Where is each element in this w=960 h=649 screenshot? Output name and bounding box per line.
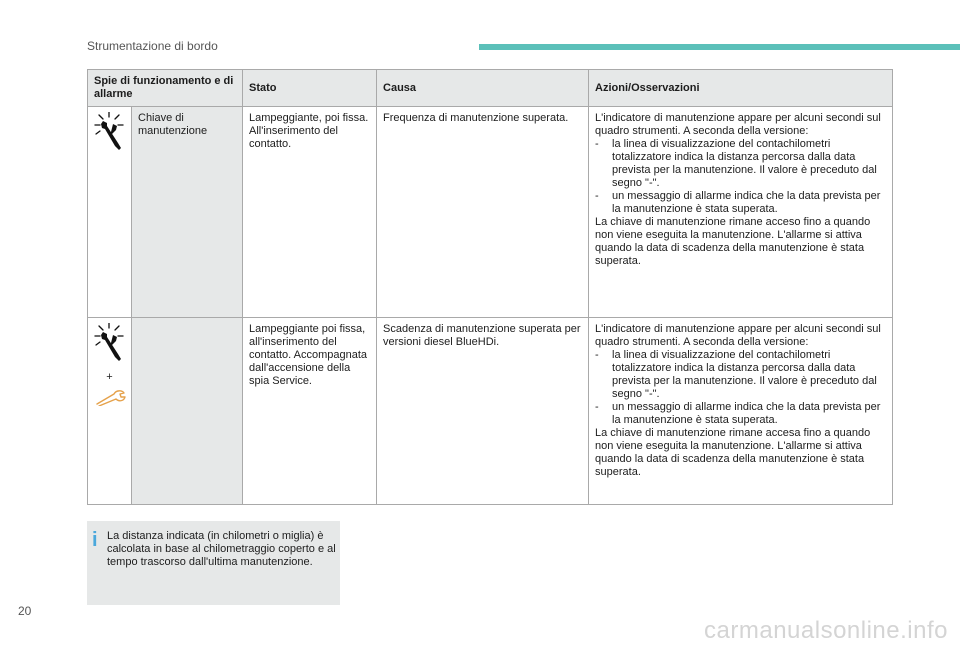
light-name [132, 318, 243, 505]
header-azioni: Azioni/Osservazioni [589, 70, 893, 107]
bullet-dash: - [595, 349, 599, 361]
causa-cell: Frequenza di manutenzione superata. [377, 107, 589, 318]
service-wrench-icon [94, 390, 128, 406]
section-accent-bar [479, 44, 960, 50]
bullet-text: la linea di visualizzazione del contachilometri totalizzatore indica la distanza percorsa dalla data prevista per la manutenzione. Il valore è preceduto dal segno "-". [612, 349, 877, 400]
azioni-cell [589, 318, 893, 505]
header-causa: Causa [377, 70, 589, 107]
header-stato: Stato [243, 70, 377, 107]
azioni-cell [589, 107, 893, 318]
causa-cell: Scadenza di manutenzione superata per versioni diesel BlueHDi. [377, 318, 589, 505]
bullet-dash: - [595, 138, 599, 150]
watermark: carmanualsonline.info [704, 617, 948, 644]
header-spie: Spie di funzionamento e di allarme [88, 70, 243, 107]
bullet-dash: - [595, 401, 599, 413]
azioni-bullet [595, 138, 886, 190]
info-icon: i [92, 529, 98, 551]
info-note [87, 521, 340, 605]
bullet-text: un messaggio di allarme indica che la data prevista per la manutenzione è stata superata. [612, 190, 881, 215]
stato-cell: Lampeggiante, poi fissa. All'inserimento del contatto. [243, 107, 377, 318]
azioni-outro: La chiave di manutenzione rimane accesa fino a quando non viene eseguita la manutenzione. L'allarme si attiva quando la data di scadenza della manutenzione è stata superata. [595, 427, 871, 478]
bullet-text: un messaggio di allarme indica che la data prevista per la manutenzione è stata superata. [612, 401, 881, 426]
bullet-text: la linea di visualizzazione del contachilometri totalizzatore indica la distanza percorsa dalla data prevista per la manutenzione. Il valore è preceduto dal segno "-". [612, 138, 877, 189]
azioni-intro: L'indicatore di manutenzione appare per alcuni secondi sul quadro strumenti. A seconda della versione: [595, 112, 881, 137]
azioni-bullet [595, 349, 886, 401]
warning-lights-table [87, 69, 893, 505]
light-name: Chiave di manutenzione [132, 107, 243, 318]
azioni-bullet [595, 190, 886, 216]
section-title: Strumentazione di bordo [87, 39, 218, 53]
icon-cell [88, 107, 132, 318]
table-header-row [88, 70, 893, 107]
table-row [88, 107, 893, 318]
azioni-bullet [595, 401, 886, 427]
wrench-flashing-icon [94, 323, 128, 363]
icon-cell [88, 318, 132, 505]
azioni-outro: La chiave di manutenzione rimane acceso fino a quando non viene eseguita la manutenzione. L'allarme si attiva quando la data di scadenza della manutenzione è stata superata. [595, 216, 871, 267]
icon-plus: + [106, 371, 113, 383]
info-note-text: La distanza indicata (in chilometri o miglia) è calcolata in base al chilometraggio coperto e al tempo trascorso dall'ultima manutenzione. [107, 530, 336, 568]
bullet-dash: - [595, 190, 599, 202]
page-number: 20 [18, 604, 32, 618]
azioni-intro: L'indicatore di manutenzione appare per alcuni secondi sul quadro strumenti. A seconda della versione: [595, 323, 881, 348]
stato-cell: Lampeggiante poi fissa, all'inserimento del contatto. Accompagnata dall'accensione della spia Service. [243, 318, 377, 505]
wrench-flashing-icon [94, 112, 128, 152]
table-row [88, 318, 893, 505]
